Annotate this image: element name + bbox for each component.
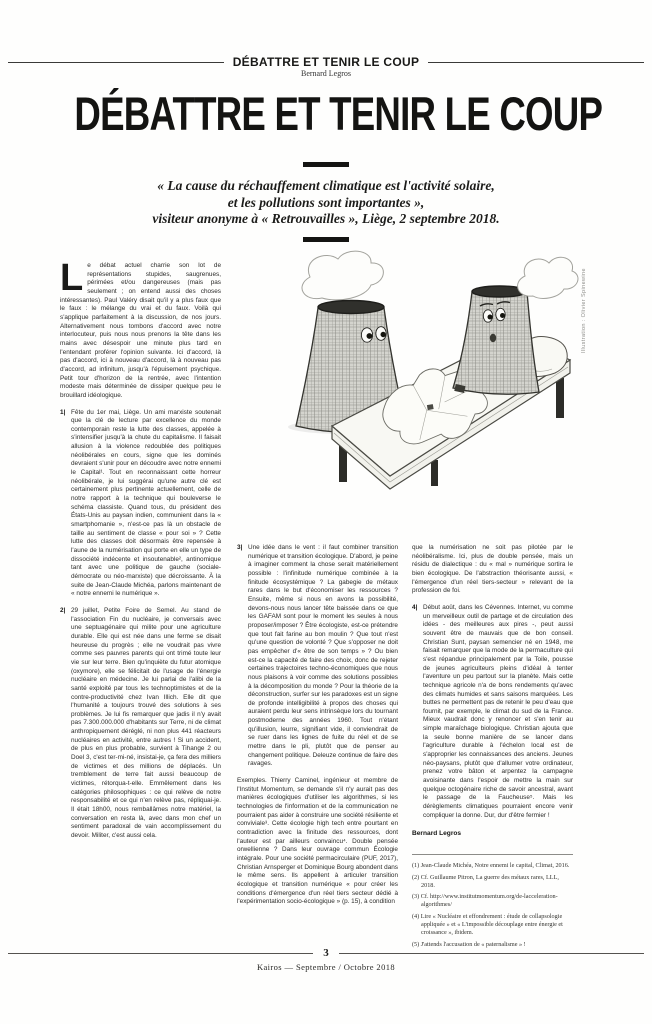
page-number-row — [8, 947, 644, 959]
divider-bar-bottom — [303, 237, 349, 242]
couch-leg — [431, 460, 438, 486]
paragraph-number: 1| — [60, 408, 66, 416]
footnote: (3) Cf. http://www.institutmomentum.org/de-lacceleration-algorithmes/ — [412, 893, 558, 909]
paragraph-number: 3| — [237, 544, 243, 551]
cooling-tower-right — [453, 286, 539, 394]
kicker-rule-left — [8, 62, 224, 63]
issue-line: Kairos — Septembre / Octobre 2018 — [256, 962, 396, 972]
paragraph-4-continued: que la numérisation ne soit pas pilotée par le néolibéralisme. Ici, plus de double pensée, mais un résidu de dialectique : du « mal » numérique sortira le bien écologique. De l'abstraction théorisante aussi, « l'émergence d'un réel tiers-secteur » relevant de la profession de foi. — [412, 544, 573, 595]
quote-line-2: et les pollutions sont importantes », — [227, 194, 425, 210]
footnote: (2) Cf. Guillaume Pitron, La guerre des métaux rares, LLL, 2018. — [412, 873, 559, 889]
text-column-3 — [412, 544, 573, 952]
intro-paragraph: Le débat actuel charrie son lot de représentations stupides, saugrenues, périmées et/ou dangereuses (mais pas seulement ; on entend aussi des choses intéressantes). Paul Valéry disait qu'il y a plus faux que le faux : le mélange du vrai et du faux. Voilà qui s'applique parfaitement à la discussion, de nos jours. Alternativement nous tombons d'accord avec notre interlocuteur, puis nous nous prenons la tête dans les mains avec désespoir une minute plus tard en l'entendant proférer l'opinion suivante. Ici d'accord, là pas d'accord, ici à nouveau d'accord, là à nouveau pas d'accord, ad infinitum, jusqu'à l'épuisement psychique. Petit tour d'horizon de la rentrée, avec l'intention modeste mais déterminée de dissiper quelque peu le brouillard idéologique. — [60, 257, 221, 399]
paragraph-2: 2| 29 juillet, Petite Foire de Semel. Au stand de l'association Fin du nucléaire, je conversais avec une septuagénaire qui milite pour une agriculture durable. Elle qui est née dans une ferme se disait heureuse du progrès ; elle ne voudrait pas vivre comme ses pauvres parents qui ont trimé toute leur vie sur leur terre. Bien qu'inquiète du futur atomique (oxymore), elle se félicitait de l'usage de l'énergie nucléaire en médecine. Je lui parlai de l'alibi de la santé exploité par tous les technoptimistes et de la contre-productivité chez Ivan Illich. Elle dit que l'humanité a toujours trouvé des solutions à ses problèmes. Je lui fis remarquer que jadis il n'y avait pas 7.300.000.000 d'habitants sur Terre, ni de climat anthropiquement déréglé, ni non plus 441 réacteurs nucléaires en activité, entre autres ! Si un accident, de plus en plus probable, survient à Tihange 2 ou Doel 3, c'est ter-mi-né, insistai-je, ça fera des milliers de victimes et des millions de déplacés. Un tremblement de terre fait aussi beaucoup de victimes, rétorqua-t-elle. Emmêlement dans les catégories philosophiques : ce qui relève de notre responsabilité et ce qui n'en relève pas, répliquai-je. Il était 18h00, nous remballâmes notre matériel, la conversation en resta là, avec dans mon chef un sentiment paradoxal de vain accomplissement du devoir. Militer, c'est aussi cela. — [60, 606, 221, 839]
footnote: (5) J'attends l'accusation de « paternalisme » ! — [412, 940, 526, 948]
page-number: 3 — [323, 947, 329, 959]
footnote: (4) Lire « Nucléaire et effondrement : étude de collapsologie appliquée » et « L'impossible découplage entre énergie et croissance », ibidem. — [412, 912, 563, 937]
quote-line-1: « La cause du réchauffement climatique est l'activité solaire, — [157, 178, 495, 193]
epigraph-quote — [0, 178, 652, 228]
paragraph-number: 2| — [60, 606, 66, 614]
footnotes-block — [412, 854, 573, 949]
author-byline: Bernard Legros — [301, 69, 351, 78]
paragraph-1: 1| Fête du 1er mai, Liège. Un ami marxiste soutenait que la clé de lecture par excellence du monde contemporain reste la lutte des classes, appelée à s'intensifier jusqu'à la chute du capitalisme. Il faisait allusion à la violence redoublée des politiques néolibérales en cours, signe que les dominés devraient s'unir pour en découdre avec notre ennemi le Capital¹. Tout en reconnaissant cette horreur néolibérale, je lui suggérai qu'une autre clé est certainement plus pertinente actuellement, celle de notre rapport à la technique qui bouleverse le schéma classiste. Quand tous, du président des États-Unis au paysan indien, communient dans la « smartphomanie », n'est-ce pas là un obstacle de taille au sentiment de classe « pour soi » ? Cette lutte des classes doit désormais être repensée à l'aune de la numérisation qui porte en elle un type de dissociété indécente et insoutenable², antinomique tant avec une politique de gauche (sociale-démocrate ou néo-marxiste) que décroissante. À la suite de Jean-Claude Michéa, parlons maintenant de « notre ennemi le numérique ». — [60, 408, 221, 598]
smoke-cloud-left — [302, 251, 383, 300]
article-title: DÉBATTRE ET TENIR LE COUP — [74, 87, 603, 140]
smoke-cloud-right — [518, 257, 578, 298]
drop-cap: L — [60, 257, 84, 299]
section-kicker-row — [8, 55, 644, 69]
section-kicker: DÉBATTRE ET TENIR LE COUP — [232, 55, 420, 69]
quote-line-3: visiteur anonyme à « Retrouvailles », Liège, 2 septembre 2018. — [152, 211, 500, 226]
paragraph-5: 4| Début août, dans les Cévennes. Internet, vu comme un merveilleux outil de partage et de circulation des idées - des meilleures aux pires -, peut aussi souvent être de mauvais que de bon conseil. Christian Sunt, paysan semencier né en 1948, me faisait remarquer que la mode de la permaculture qui s'est répandue principalement par la Toile, pousse de jeunes agriculteurs pleins d'idéal à tenter l'aventure un peu partout sur la planète. Mais cette technique agricole n'a de bons rendements qu'avec des climats humides et sans saisons marquées. Les buttes ne permettent pas de retenir le peu d'eau que fournit, par exemple, le climat du sud de la France. Mieux vaudrait donc y renoncer et s'en tenir au simple maraîchage biologique. Christian ajouta que la seule bonne manière de se lancer dans l'agriculture durable à l'échelon local est de s'approprier les connaissances des anciens. Jeunes néo-paysans, plutôt que d'allumer votre ordinateur, prenez votre bâton et arpentez la campagne avoisinante dans l'espoir de mettre la main sur quelque octogénaire riche de savoir ancestral, avant le passage de la Faucheuse⁵. Mais les dérèglements climatiques pourraient encore venir compliquer la donne. Dur, dur d'être fermier ! — [412, 603, 573, 819]
kicker-rule-right — [428, 62, 644, 63]
map-city-marker — [427, 404, 434, 410]
paragraph-number: 4| — [412, 603, 418, 611]
footer-rule-left — [8, 953, 313, 954]
cooling-towers-couch-illustration — [234, 246, 590, 522]
illustration-credit: Illustration : Olivier Spinewine — [581, 268, 587, 353]
footer-rule-right — [339, 953, 644, 954]
footnote: (1) Jean-Claude Michéa, Notre ennemi le capital, Climat, 2016. — [412, 862, 570, 869]
divider-bar-top — [303, 162, 349, 167]
text-column-2 — [237, 544, 398, 915]
paragraph-4: Exemples. Thierry Caminel, ingénieur et membre de l'Institut Momentum, se demande s'il n'y aurait pas des manières écologiques d'utiliser les algorithmes, si les technologies de l'information et de la communication ne pourraient pas aider à construire une société résiliente et conviviale³. Cette écologie high tech entre pourtant en contradiction avec la finitude des ressources, dont l'auteur est par ailleurs convaincu⁴. Double pensée orwellienne ? Dans leur ouvrage commun Écologie intégrale. Pour une société permacirculaire (PUF, 2017), Christian Arnsperger et Dominique Bourg abondent dans le même sens. Ils appellent à articuler transition écologique et transition numérique « pour créer les conditions d'émergence d'un réel tiers secteur dédié à l'expérimentation socio-écologique » (p. 15), à condition — [237, 777, 398, 906]
paragraph-3: 3| Une idée dans le vent : il faut combiner transition numérique et transition écologique. D'abord, je peine à imaginer comment la chose serait matériellement possible : l'infinitude numérique combinée à la finitude écosystémique ? La gabegie de métaux rares dans le but d'économiser les ressources ? Ensuite, même si nous en avons la possibilité, devons-nous nous lancer tête baissée dans ce que les GAFAM sont pour le moment les seules à nous proposer/imposer ? Être écologiste, est-ce prétendre que tout fait farine au bon moulin ? Que tout n'est qu'une question de volonté ? Que s'opposer ne doit pas empêcher d'« être de son temps » ? Ou bien est-ce la capacité de faire des choix, donc de rejeter certaines trajectoires techno-économiques que nous nous plaisons à voir comme des solutions possibles à la décomposition du monde ? Pour la théorie de la déconstruction, surfer sur les paradoxes est un signe de profonde intelligibilité à propos des choses qui auraient perdu leur sens intrinsèque lors du tournant postmoderne des années 1960. Tout n'étant qu'illusion, leurre, signifiant vide, il conviendrait de se ruer dans les lignes de fuite du réel et de se mettre dans le pli, plutôt que de penser au changement politique. Deleuze continue de faire des ravages. — [237, 544, 398, 768]
text-column-1 — [60, 257, 221, 849]
couch-leg — [556, 378, 564, 418]
author-signature: Bernard Legros — [412, 830, 462, 838]
